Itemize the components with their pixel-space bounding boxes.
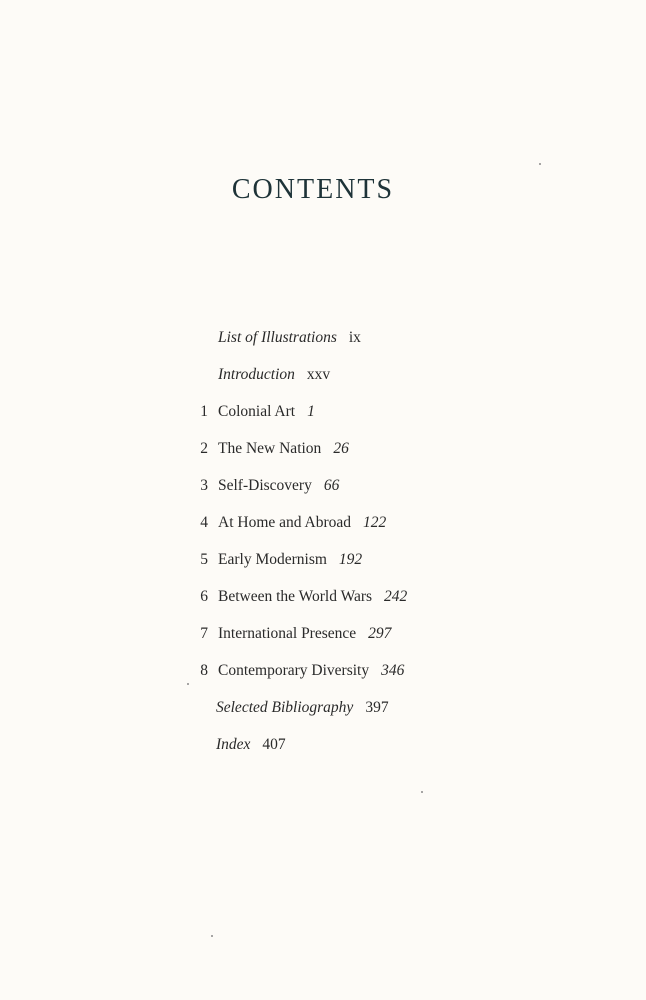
toc-entry-chapter-5 — [0, 546, 646, 583]
entry-title: Self-Discovery — [218, 477, 312, 494]
entry-text — [218, 657, 404, 685]
entry-title: Contemporary Diversity — [218, 662, 370, 679]
toc-entry-introduction — [0, 361, 646, 398]
entry-text — [218, 509, 386, 537]
entry-text — [218, 472, 339, 500]
page-number: 242 — [384, 588, 408, 605]
paper-speck — [421, 791, 423, 793]
page-number: 346 — [381, 662, 405, 679]
chapter-number: 2 — [200, 440, 208, 457]
chapter-number: 8 — [200, 662, 208, 679]
entry-title: At Home and Abroad — [218, 514, 352, 531]
entry-title: Colonial Art — [218, 403, 296, 420]
entry-title: Introduction — [218, 366, 295, 383]
entry-text — [218, 583, 407, 611]
entry-title: Index — [216, 736, 251, 753]
entry-text — [218, 546, 362, 574]
page-number: ix — [348, 329, 361, 346]
toc-entry-chapter-3 — [0, 472, 646, 509]
entry-text — [218, 435, 349, 463]
toc-entry-selected-bibliography — [0, 694, 646, 731]
chapter-number: 6 — [200, 588, 208, 605]
toc-entry-chapter-8 — [0, 657, 646, 694]
toc-entry-chapter-1 — [0, 398, 646, 435]
page-number: 407 — [262, 736, 286, 753]
toc-entry-index — [0, 731, 646, 768]
chapter-number: 4 — [200, 514, 208, 531]
entry-text — [218, 620, 391, 648]
entry-title: Selected Bibliography — [216, 699, 354, 716]
page-number: 192 — [338, 551, 363, 568]
entry-text — [218, 398, 315, 426]
chapter-number: 1 — [200, 403, 208, 420]
page-number: 297 — [368, 625, 392, 642]
entry-title: International Presence — [218, 625, 357, 642]
page-number: 66 — [323, 477, 340, 494]
entry-title: Early Modernism — [218, 551, 327, 568]
page-number: 122 — [363, 514, 387, 531]
toc-entry-chapter-7 — [0, 620, 646, 657]
entry-text — [216, 731, 286, 759]
page-number: 1 — [307, 403, 315, 420]
contents-heading: CONTENTS — [231, 174, 395, 205]
entry-text — [218, 324, 361, 352]
chapter-number: 3 — [200, 477, 208, 494]
table-of-contents — [0, 324, 646, 768]
entry-title: Between the World Wars — [218, 588, 373, 605]
entry-text — [218, 361, 330, 389]
toc-entry-chapter-4 — [0, 509, 646, 546]
toc-entry-list-of-illustrations — [0, 324, 646, 361]
entry-title: List of Illustrations — [218, 329, 337, 346]
page-number: 397 — [365, 699, 389, 716]
entry-title: The New Nation — [218, 440, 322, 457]
page-number: xxv — [306, 366, 331, 383]
paper-speck — [539, 163, 541, 165]
toc-entry-chapter-2 — [0, 435, 646, 472]
page-number: 26 — [333, 440, 349, 457]
toc-entry-chapter-6 — [0, 583, 646, 620]
chapter-number: 5 — [200, 551, 208, 568]
entry-text — [216, 694, 389, 722]
chapter-number: 7 — [200, 625, 208, 642]
paper-speck — [211, 935, 213, 937]
paper-speck — [187, 683, 189, 685]
